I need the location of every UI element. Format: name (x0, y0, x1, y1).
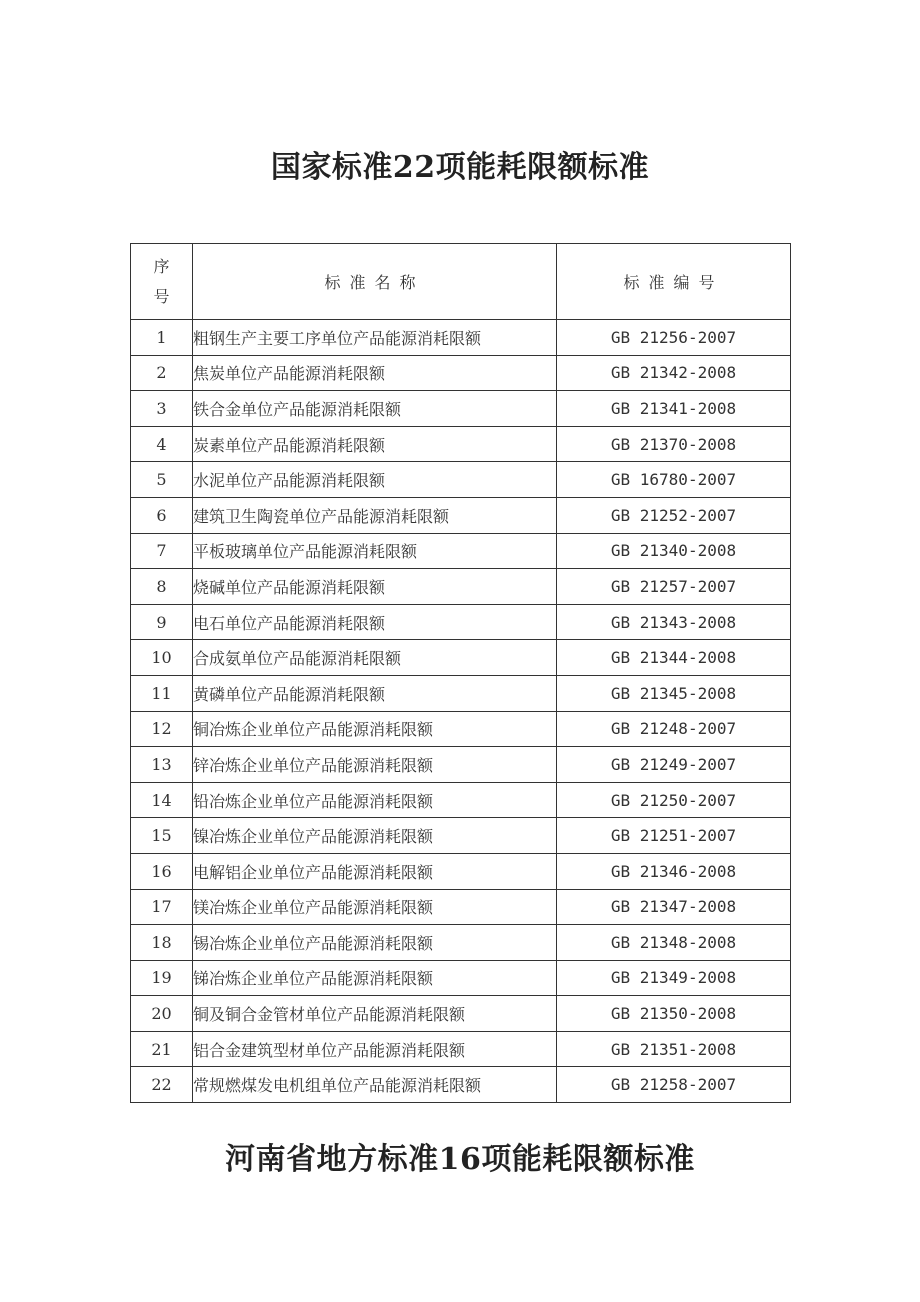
row-standard-code: GB 21370-2008 (557, 426, 791, 462)
row-standard-code: GB 21250-2007 (557, 782, 791, 818)
row-serial-number: 8 (131, 569, 193, 605)
row-standard-code: GB 21344-2008 (557, 640, 791, 676)
table-row (131, 640, 791, 676)
table-row (131, 889, 791, 925)
row-serial-number: 13 (131, 747, 193, 783)
row-standard-code: GB 16780-2007 (557, 462, 791, 498)
row-serial-number: 19 (131, 960, 193, 996)
row-standard-name: 合成氨单位产品能源消耗限额 (193, 640, 557, 676)
table-row (131, 853, 791, 889)
row-standard-name: 镁冶炼企业单位产品能源消耗限额 (193, 889, 557, 925)
row-serial-number: 17 (131, 889, 193, 925)
table-row (131, 747, 791, 783)
row-standard-code: GB 21341-2008 (557, 391, 791, 427)
row-serial-number: 10 (131, 640, 193, 676)
row-standard-code: GB 21258-2007 (557, 1067, 791, 1103)
table-row (131, 320, 791, 356)
row-serial-number: 1 (131, 320, 193, 356)
header-standard-code: 标准编号 (557, 244, 791, 320)
row-standard-name: 锡冶炼企业单位产品能源消耗限额 (193, 925, 557, 961)
header-serial-number (131, 244, 193, 320)
row-serial-number: 2 (131, 355, 193, 391)
row-standard-name: 铅冶炼企业单位产品能源消耗限额 (193, 782, 557, 818)
row-standard-name: 炭素单位产品能源消耗限额 (193, 426, 557, 462)
table-row (131, 497, 791, 533)
row-serial-number: 4 (131, 426, 193, 462)
row-standard-code: GB 21351-2008 (557, 1031, 791, 1067)
row-standard-name: 镍冶炼企业单位产品能源消耗限额 (193, 818, 557, 854)
table-row (131, 462, 791, 498)
row-standard-name: 电石单位产品能源消耗限额 (193, 604, 557, 640)
table-row (131, 533, 791, 569)
header-standard-name: 标准名称 (193, 244, 557, 320)
row-standard-code: GB 21343-2008 (557, 604, 791, 640)
row-standard-name: 铝合金建筑型材单位产品能源消耗限额 (193, 1031, 557, 1067)
row-standard-code: GB 21345-2008 (557, 675, 791, 711)
national-standards-table (130, 243, 791, 1103)
row-standard-code: GB 21252-2007 (557, 497, 791, 533)
header-serial-number-line2: 号 (153, 286, 170, 306)
row-serial-number: 12 (131, 711, 193, 747)
row-standard-code: GB 21249-2007 (557, 747, 791, 783)
row-standard-name: 锌冶炼企业单位产品能源消耗限额 (193, 747, 557, 783)
row-serial-number: 11 (131, 675, 193, 711)
row-standard-code: GB 21256-2007 (557, 320, 791, 356)
table-row (131, 960, 791, 996)
row-serial-number: 14 (131, 782, 193, 818)
row-serial-number: 6 (131, 497, 193, 533)
table-row (131, 1031, 791, 1067)
table-row (131, 355, 791, 391)
row-standard-code: GB 21248-2007 (557, 711, 791, 747)
row-standard-code: GB 21350-2008 (557, 996, 791, 1032)
row-standard-code: GB 21342-2008 (557, 355, 791, 391)
row-standard-name: 平板玻璃单位产品能源消耗限额 (193, 533, 557, 569)
table-row (131, 569, 791, 605)
row-serial-number: 7 (131, 533, 193, 569)
row-standard-name: 铜及铜合金管材单位产品能源消耗限额 (193, 996, 557, 1032)
national-standards-title: 国家标准22项能耗限额标准 (270, 150, 650, 185)
table-row (131, 426, 791, 462)
table-row (131, 782, 791, 818)
row-standard-code: GB 21251-2007 (557, 818, 791, 854)
row-serial-number: 20 (131, 996, 193, 1032)
row-serial-number: 21 (131, 1031, 193, 1067)
row-standard-name: 焦炭单位产品能源消耗限额 (193, 355, 557, 391)
row-standard-name: 粗钢生产主要工序单位产品能源消耗限额 (193, 320, 557, 356)
table-row (131, 391, 791, 427)
row-serial-number: 5 (131, 462, 193, 498)
row-standard-name: 常规燃煤发电机组单位产品能源消耗限额 (193, 1067, 557, 1103)
row-standard-code: GB 21347-2008 (557, 889, 791, 925)
row-standard-name: 建筑卫生陶瓷单位产品能源消耗限额 (193, 497, 557, 533)
table-row (131, 1067, 791, 1103)
row-serial-number: 18 (131, 925, 193, 961)
row-standard-code: GB 21257-2007 (557, 569, 791, 605)
table-body (131, 320, 791, 1103)
row-standard-code: GB 21349-2008 (557, 960, 791, 996)
row-standard-name: 铜冶炼企业单位产品能源消耗限额 (193, 711, 557, 747)
table-header-row (131, 244, 791, 320)
table-row (131, 996, 791, 1032)
table-row (131, 818, 791, 854)
row-standard-code: GB 21340-2008 (557, 533, 791, 569)
row-standard-name: 水泥单位产品能源消耗限额 (193, 462, 557, 498)
table-row (131, 711, 791, 747)
row-serial-number: 16 (131, 853, 193, 889)
header-serial-number-line1: 序 (153, 256, 170, 276)
row-standard-code: GB 21348-2008 (557, 925, 791, 961)
row-serial-number: 3 (131, 391, 193, 427)
row-serial-number: 22 (131, 1067, 193, 1103)
table-row (131, 925, 791, 961)
row-standard-name: 黄磷单位产品能源消耗限额 (193, 675, 557, 711)
row-standard-name: 电解铝企业单位产品能源消耗限额 (193, 853, 557, 889)
row-serial-number: 9 (131, 604, 193, 640)
table-row (131, 675, 791, 711)
row-standard-name: 锑冶炼企业单位产品能源消耗限额 (193, 960, 557, 996)
table-row (131, 604, 791, 640)
henan-standards-title: 河南省地方标准16项能耗限额标准 (225, 1142, 695, 1177)
row-standard-code: GB 21346-2008 (557, 853, 791, 889)
row-standard-name: 烧碱单位产品能源消耗限额 (193, 569, 557, 605)
row-serial-number: 15 (131, 818, 193, 854)
row-standard-name: 铁合金单位产品能源消耗限额 (193, 391, 557, 427)
